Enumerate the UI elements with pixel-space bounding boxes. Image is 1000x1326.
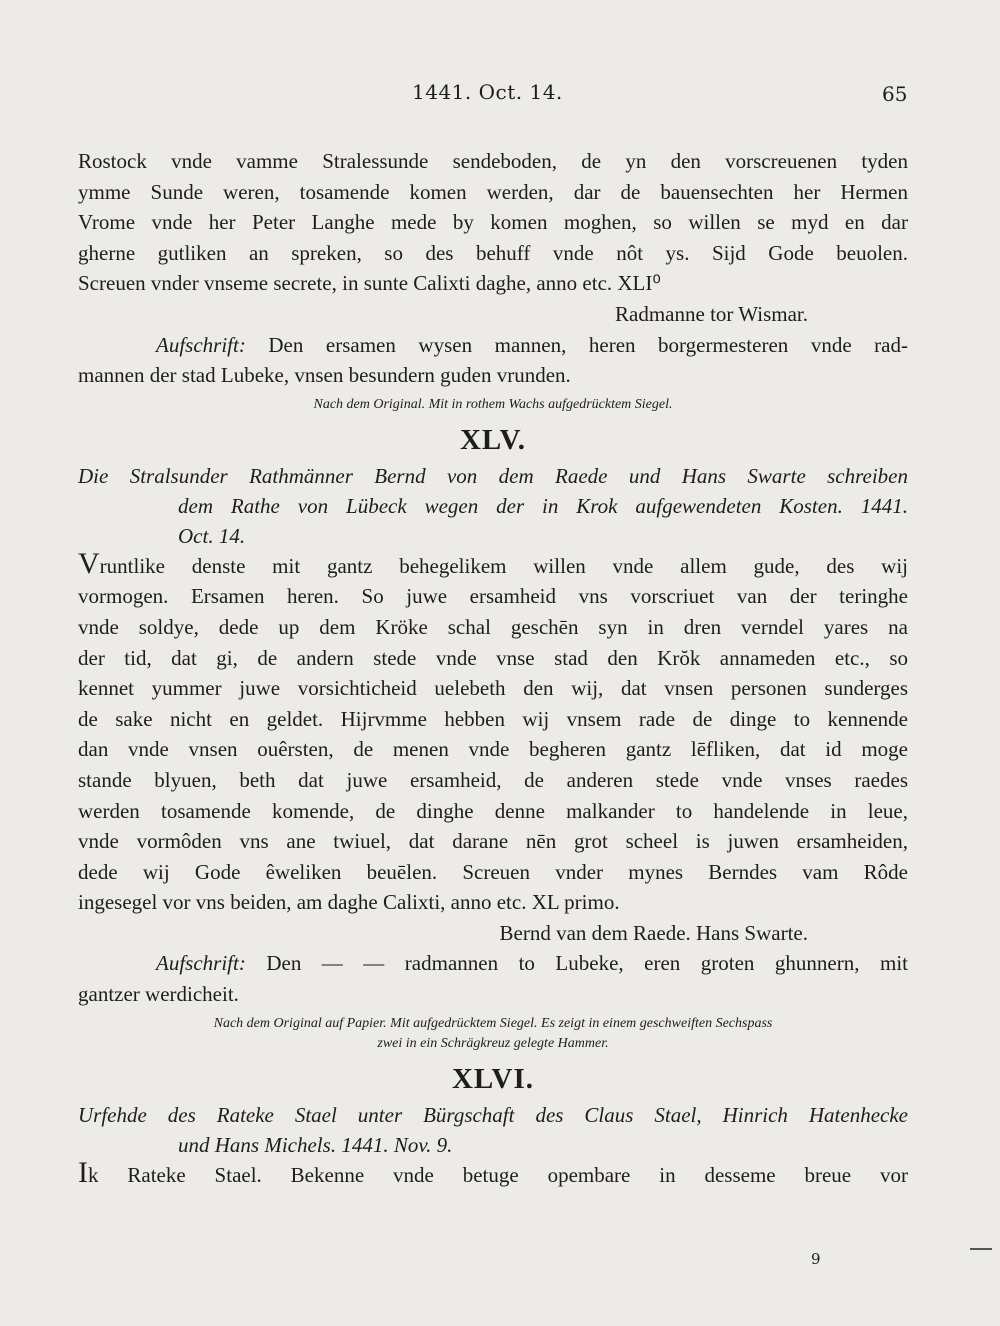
section-number: XLVI. <box>451 1062 535 1095</box>
title-line: Oct. 14. <box>178 523 246 548</box>
text-line: dan vnde vnsen ouêrsten, de menen vnde begheren gantz lēfliken, dat id moge <box>78 737 908 762</box>
aufschrift-label: Aufschrift: <box>156 951 246 976</box>
text-line: gherne gutliken an spreken, so des behuff vnde nôt ys. Sijd Gode beuolen. <box>78 240 908 265</box>
aufschrift-text: Den ersamen wysen mannen, heren borgermesteren vnde rad- <box>245 332 908 357</box>
text-line: kennet yummer juwe vorsichticheid uelebeth den wij, dat vnsen personen sunderges <box>78 676 908 701</box>
title-line: und Hans Michels. 1441. Nov. 9. <box>178 1132 453 1157</box>
letter-xliv-ending <box>78 146 908 415</box>
letter-xlv <box>78 423 908 1054</box>
text-line: werden tosamende komende, de dinghe denne malkander to handelende in leue, <box>78 798 908 823</box>
text-line: der tid, dat gi, de andern stede vnde vnse stad den Krŏk annameden etc., so <box>78 645 908 670</box>
first-line-text: runtlike denste mit gantz behegelikem willen vnde allem gude, des wij <box>99 553 908 578</box>
text-line <box>78 546 908 582</box>
text-line: de sake nicht en geldet. Hijrvmme hebben wij vnsem rade de dinge to kennende <box>78 706 908 731</box>
aufschrift-line <box>78 948 908 979</box>
text-line: vnde soldye, dede up dem Kröke schal geschēn syn in dren verndel yares na <box>78 614 908 639</box>
text-line: vormogen. Ersamen heren. So juwe ersamheid vns vorscriuet van der teringhe <box>78 584 908 609</box>
page-header <box>0 80 1000 110</box>
source-note: Nach dem Original auf Papier. Mit aufgedrücktem Siegel. Es zeigt in einem geschweiften Sechspass <box>213 1015 773 1031</box>
signature-mark: 9 <box>811 1250 821 1268</box>
margin-mark <box>970 1248 992 1250</box>
text-line: ymme Sunde weren, tosamende komen werden, dar de bauensechten her Hermen <box>78 179 908 204</box>
text-line <box>78 1155 908 1191</box>
drop-cap: I <box>78 1155 88 1189</box>
source-note: Nach dem Original. Mit in rothem Wachs aufgedrücktem Siegel. <box>313 396 673 412</box>
section-title <box>78 1100 908 1160</box>
page-body <box>78 146 908 1190</box>
aufschrift-line: gantzer werdicheit. <box>78 982 239 1007</box>
signature: Bernd van dem Raede. Hans Swarte. <box>499 920 808 945</box>
section-title <box>78 461 908 551</box>
text-line: Rostock vnde vamme Stralessunde sendeboden, de yn den vorscreuenen tyden <box>78 149 908 173</box>
section-number: XLV. <box>459 423 527 456</box>
text-line: vnde vormôden vns ane twiuel, dat darane nēn grot scheel is juwen ersamheiden, <box>78 829 908 854</box>
signature: Radmanne tor Wismar. <box>615 301 808 326</box>
text-line: dede wij Gode êweliken beuēlen. Screuen vnder mynes Berndes vam Rôde <box>78 859 908 884</box>
text-line: Screuen vnder vnseme secrete, in sunte Calixti daghe, anno etc. XLI⁰ <box>78 271 661 296</box>
aufschrift-line: mannen der stad Lubeke, vnsen besundern guden vrunden. <box>78 363 571 388</box>
aufschrift-line <box>78 330 908 361</box>
drop-cap: V <box>78 546 100 580</box>
header-date: 1441. Oct. 14. <box>412 80 563 104</box>
aufschrift-text: Den — — radmannen to Lubeke, eren groten ghunnern, mit <box>245 951 908 976</box>
letter-xlvi <box>78 1062 908 1191</box>
first-line-text: k Rateke Stael. Bekenne vnde betuge opembare in desseme breue vor <box>88 1162 908 1187</box>
title-line: Urfehde des Rateke Stael unter Bürgschaft des Claus Stael, Hinrich Hatenhecke <box>78 1102 908 1127</box>
aufschrift-label: Aufschrift: <box>156 332 246 357</box>
title-line: dem Rathe von Lübeck wegen der in Krok aufgewendeten Kosten. 1441. <box>178 493 908 518</box>
text-line: ingesegel vor vns beiden, am daghe Calixti, anno etc. XL primo. <box>78 890 620 915</box>
source-note: zwei in ein Schrägkreuz gelegte Hammer. <box>377 1035 609 1051</box>
text-line: stande blyuen, beth dat juwe ersamheid, de anderen stede vnde vnses raedes <box>78 767 908 792</box>
title-line: Die Stralsunder Rathmänner Bernd von dem Raede und Hans Swarte schreiben <box>78 463 908 488</box>
page-number: 65 <box>882 82 908 106</box>
text-line: Vrome vnde her Peter Langhe mede by komen moghen, so willen se myd en dar <box>78 210 908 235</box>
